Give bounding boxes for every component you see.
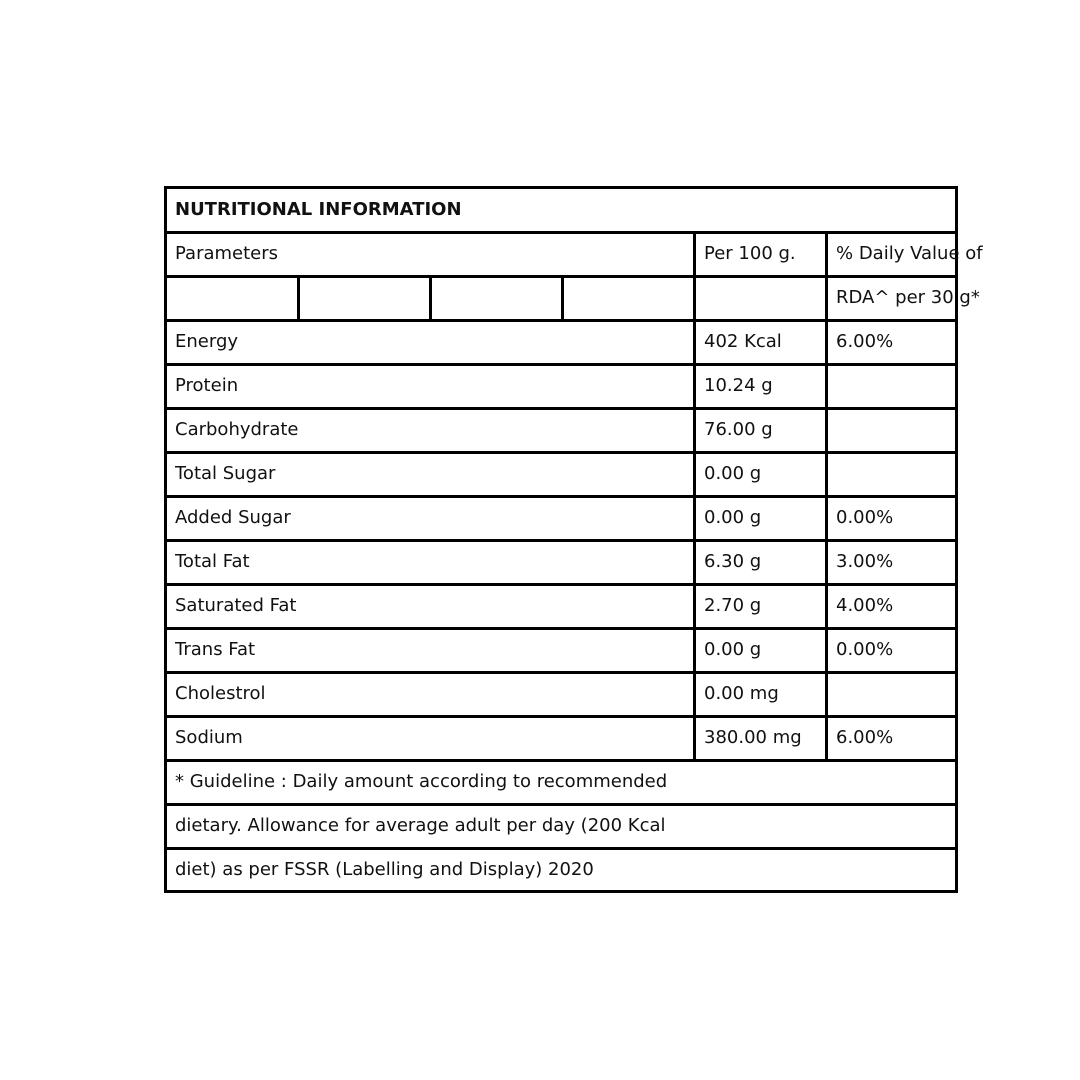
header-rda: RDA^ per 30 g* <box>836 287 980 308</box>
nutrient-name: Energy <box>175 331 239 352</box>
nutrient-rda-percent: 3.00% <box>836 551 894 572</box>
grid-hline <box>167 539 955 542</box>
nutrient-per-100g: 10.24 g <box>704 375 773 396</box>
grid-hline <box>167 847 955 850</box>
nutrient-rda-percent <box>828 365 952 409</box>
grid-vline <box>825 233 828 761</box>
nutrient-name: Added Sugar <box>175 507 291 528</box>
nutrient-name: Total Sugar <box>175 463 276 484</box>
nutrient-rda-percent: 4.00% <box>836 595 894 616</box>
header-per-100g: Per 100 g. <box>704 243 796 264</box>
grid-hline <box>167 803 955 806</box>
grid-hline <box>167 715 955 718</box>
grid-vline <box>693 233 696 761</box>
nutrient-name: Total Fat <box>175 551 250 572</box>
grid-hline <box>167 627 955 630</box>
header-parameters: Parameters <box>175 243 279 264</box>
grid-vline <box>297 277 300 321</box>
nutrient-rda-percent: 6.00% <box>836 331 894 352</box>
nutrient-per-100g: 0.00 g <box>704 463 762 484</box>
nutrient-per-100g: 0.00 mg <box>704 683 779 704</box>
grid-hline <box>167 231 955 234</box>
grid-hline <box>167 451 955 454</box>
nutrient-per-100g: 402 Kcal <box>704 331 782 352</box>
nutrient-per-100g: 76.00 g <box>704 419 773 440</box>
grid-hline <box>167 759 955 762</box>
nutrient-name: Saturated Fat <box>175 595 297 616</box>
nutrient-name: Trans Fat <box>175 639 256 660</box>
footnote-line-2: dietary. Allowance for average adult per day (200 Kcal <box>175 815 666 836</box>
grid-hline <box>167 671 955 674</box>
nutrient-name: Sodium <box>175 727 243 748</box>
nutrient-rda-percent: 0.00% <box>836 639 894 660</box>
grid-hline <box>167 583 955 586</box>
nutrient-name: Protein <box>175 375 239 396</box>
nutrient-per-100g: 0.00 g <box>704 507 762 528</box>
nutrient-rda-percent: 6.00% <box>836 727 894 748</box>
nutrient-name: Cholestrol <box>175 683 266 704</box>
nutrient-per-100g: 380.00 mg <box>704 727 802 748</box>
footnote-line-3: diet) as per FSSR (Labelling and Display) 2020 <box>175 859 594 880</box>
grid-hline <box>167 407 955 410</box>
nutrient-name: Carbohydrate <box>175 419 299 440</box>
grid-hline <box>167 363 955 366</box>
grid-hline <box>167 495 955 498</box>
nutrient-per-100g: 6.30 g <box>704 551 762 572</box>
header-daily-value: % Daily Value of <box>836 243 983 264</box>
table-title: NUTRITIONAL INFORMATION <box>175 199 462 220</box>
nutrient-per-100g: 2.70 g <box>704 595 762 616</box>
grid-vline <box>429 277 432 321</box>
nutrient-per-100g: 0.00 g <box>704 639 762 660</box>
nutrition-table <box>164 186 983 893</box>
nutrient-rda-percent <box>828 673 952 717</box>
nutrient-rda-percent <box>828 453 952 497</box>
footnote-line-1: * Guideline : Daily amount according to recommended <box>175 771 668 792</box>
grid-vline <box>561 277 564 321</box>
nutrient-rda-percent <box>828 409 952 453</box>
nutrient-rda-percent: 0.00% <box>836 507 894 528</box>
